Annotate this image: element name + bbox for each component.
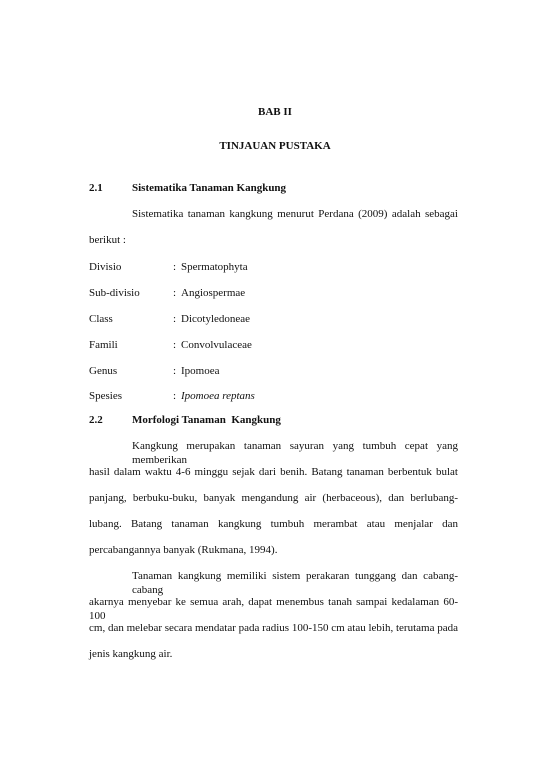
taxonomy-colon: :: [173, 261, 177, 273]
taxonomy-rank: Class: [89, 313, 113, 325]
taxonomy-colon: :: [173, 339, 177, 351]
paragraph: [89, 439, 458, 557]
chapter-title: TINJAUAN PUSTAKA: [219, 140, 331, 152]
section-heading: Sistematika Tanaman Kangkung: [132, 182, 287, 194]
taxonomy-value: Convolvulaceae: [181, 339, 252, 351]
paragraph-line: percabangannya banyak (Rukmana, 1994).: [89, 544, 278, 556]
taxonomy-value: Spermatophyta: [181, 261, 248, 273]
taxonomy-rank: Genus: [89, 365, 118, 377]
paragraph-line: Sistematika tanaman kangkung menurut Perdana (2009) adalah sebagai: [132, 208, 458, 220]
taxonomy-colon: :: [173, 390, 177, 402]
taxonomy-colon: :: [173, 313, 177, 325]
taxonomy-value: Ipomoea: [181, 365, 220, 377]
paragraph-line: cm, dan melebar secara mendatar pada radius 100-150 cm atau lebih, terutama pada: [89, 622, 458, 634]
section-number: 2.1: [89, 182, 103, 194]
paragraph-line: akarnya menyebar ke semua arah, dapat menembus tanah sampai kedalaman 60-100: [89, 596, 458, 622]
paragraph-line: lubang. Batang tanaman kangkung tumbuh merambat atau menjalar dan: [89, 518, 458, 530]
paragraph-line: berikut :: [89, 234, 126, 246]
chapter-number: BAB II: [258, 106, 292, 118]
section-intro: [89, 207, 458, 247]
section-number: 2.2: [89, 414, 103, 426]
taxonomy-colon: :: [173, 365, 177, 377]
paragraph-line: hasil dalam waktu 4-6 minggu sejak dari benih. Batang tanaman berbentuk bulat: [89, 466, 458, 478]
section-heading: Morfologi Tanaman Kangkung: [132, 414, 281, 426]
taxonomy-value: Dicotyledoneae: [181, 313, 251, 325]
paragraph-line: Kangkung merupakan tanaman sayuran yang tumbuh cepat yang memberikan: [132, 440, 458, 466]
paragraph-line: jenis kangkung air.: [89, 648, 173, 660]
paragraph-line: panjang, berbuku-buku, banyak mengandung air (herbaceous), dan berlubang-: [89, 492, 458, 504]
taxonomy-value: Ipomoea reptans: [181, 390, 255, 402]
taxonomy-colon: :: [173, 287, 177, 299]
paragraph: [89, 569, 458, 661]
taxonomy-rank: Famili: [89, 339, 118, 351]
paragraph-line: Tanaman kangkung memiliki sistem perakaran tunggang dan cabang-cabang: [132, 570, 458, 596]
taxonomy-rank: Divisio: [89, 261, 122, 273]
taxonomy-rank: Spesies: [89, 390, 122, 402]
taxonomy-rank: Sub-divisio: [89, 287, 140, 299]
taxonomy-value: Angiospermae: [181, 287, 246, 299]
